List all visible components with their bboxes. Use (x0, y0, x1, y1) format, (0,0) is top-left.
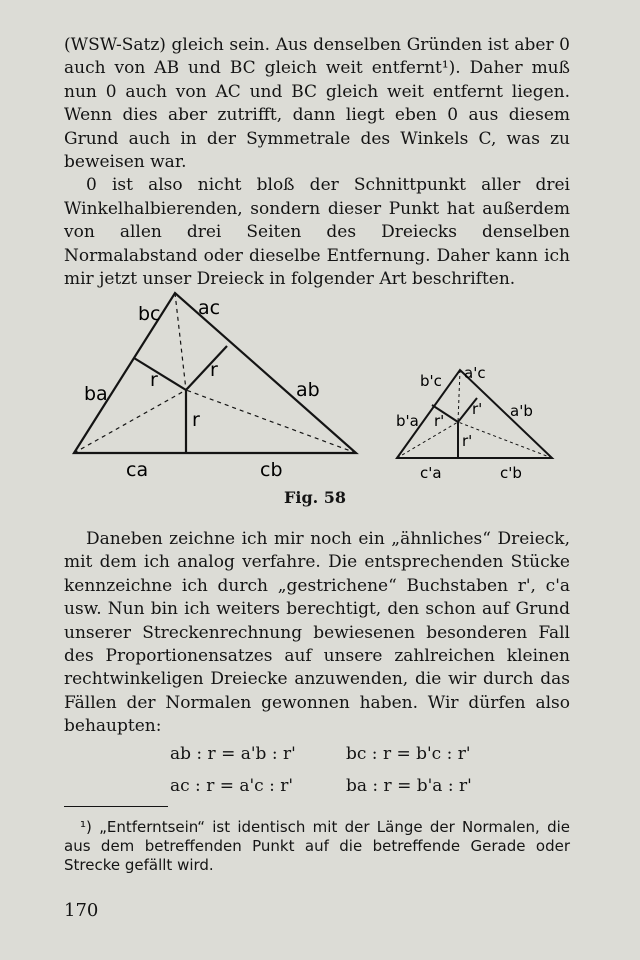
footnote: ¹) „Entferntsein“ ist identisch mit der Länge der Normalen, die aus dem betreffenden Punkt auf die betreffende Gerade oder Strecke gefällt wird. (64, 818, 570, 874)
equation-1: ab : r = a'b : r' (170, 744, 296, 764)
label-r-left: r (150, 369, 158, 391)
label-r-right: r (210, 359, 218, 381)
top-text (64, 34, 570, 291)
lower-text (64, 528, 570, 739)
triangle-diagram (60, 286, 570, 486)
label-ac: ac (198, 297, 221, 319)
label-cb: cb (260, 459, 283, 481)
paragraph-1: (WSW-Satz) gleich sein. Aus denselben Gründen ist aber 0 auch von AB und BC gleich weit entfernt¹). Daher muß nun 0 auch von AC und BC gleich weit entfernt liegen. Wenn dies aber zutrifft, dann liegt eben 0 aus diesem Grund auch in der Symmetrale des Winkels C, was zu beweisen war. (64, 35, 570, 173)
figure-58 (60, 286, 570, 506)
equation-3: ac : r = a'c : r' (170, 776, 294, 796)
label-c-prime-a: c'a (420, 464, 442, 482)
label-r-prime-bottom: r' (462, 432, 473, 450)
equation-4: ba : r = b'a : r' (346, 776, 472, 796)
equation-2: bc : r = b'c : r' (346, 744, 471, 764)
label-r-prime-left: r' (434, 412, 445, 430)
label-b-prime-c: b'c (420, 372, 442, 390)
label-ab: ab (296, 379, 320, 401)
paragraph-3: Daneben zeichne ich mir noch ein „ähnliches“ Dreieck, mit dem ich analog verfahre. Die entsprechenden Stücke kennzeichne ich durch „gestrichene“ Buchstaben r', c'a usw. Nun bin ich weiters berechtigt, den schon auf Grund unserer Streckenrechnung bewiesenen besonderen Fall des Proportionensatzes auf unsere zahlreichen kleinen rechtwinkeligen Dreiecke anzuwenden, die wir durch das Fällen der Normalen gewonnen haben. Wir dürfen also behaupten: (64, 529, 570, 737)
label-bc: bc (138, 303, 161, 325)
figure-caption: Fig. 58 (284, 488, 347, 507)
label-b-prime-a: b'a (396, 412, 419, 430)
label-a-prime-b: a'b (510, 402, 533, 420)
paragraph-2: 0 ist also nicht bloß der Schnittpunkt aller drei Winkelhalbierenden, sondern dieser Punkt hat außerdem von allen drei Seiten des Dreiecks denselben Normalabstand oder dieselbe Entfernung. Daher kann ich mir jetzt unser Dreieck in folgender Art beschriften. (64, 175, 570, 290)
label-ca: ca (126, 459, 149, 481)
label-c-prime-b: c'b (500, 464, 522, 482)
label-ba: ba (84, 383, 108, 405)
footnote-rule (64, 806, 168, 807)
page-number: 170 (64, 900, 99, 921)
label-a-prime-c: a'c (464, 364, 486, 382)
label-r-prime-right: r' (472, 400, 483, 418)
label-r-bottom: r (192, 409, 200, 431)
